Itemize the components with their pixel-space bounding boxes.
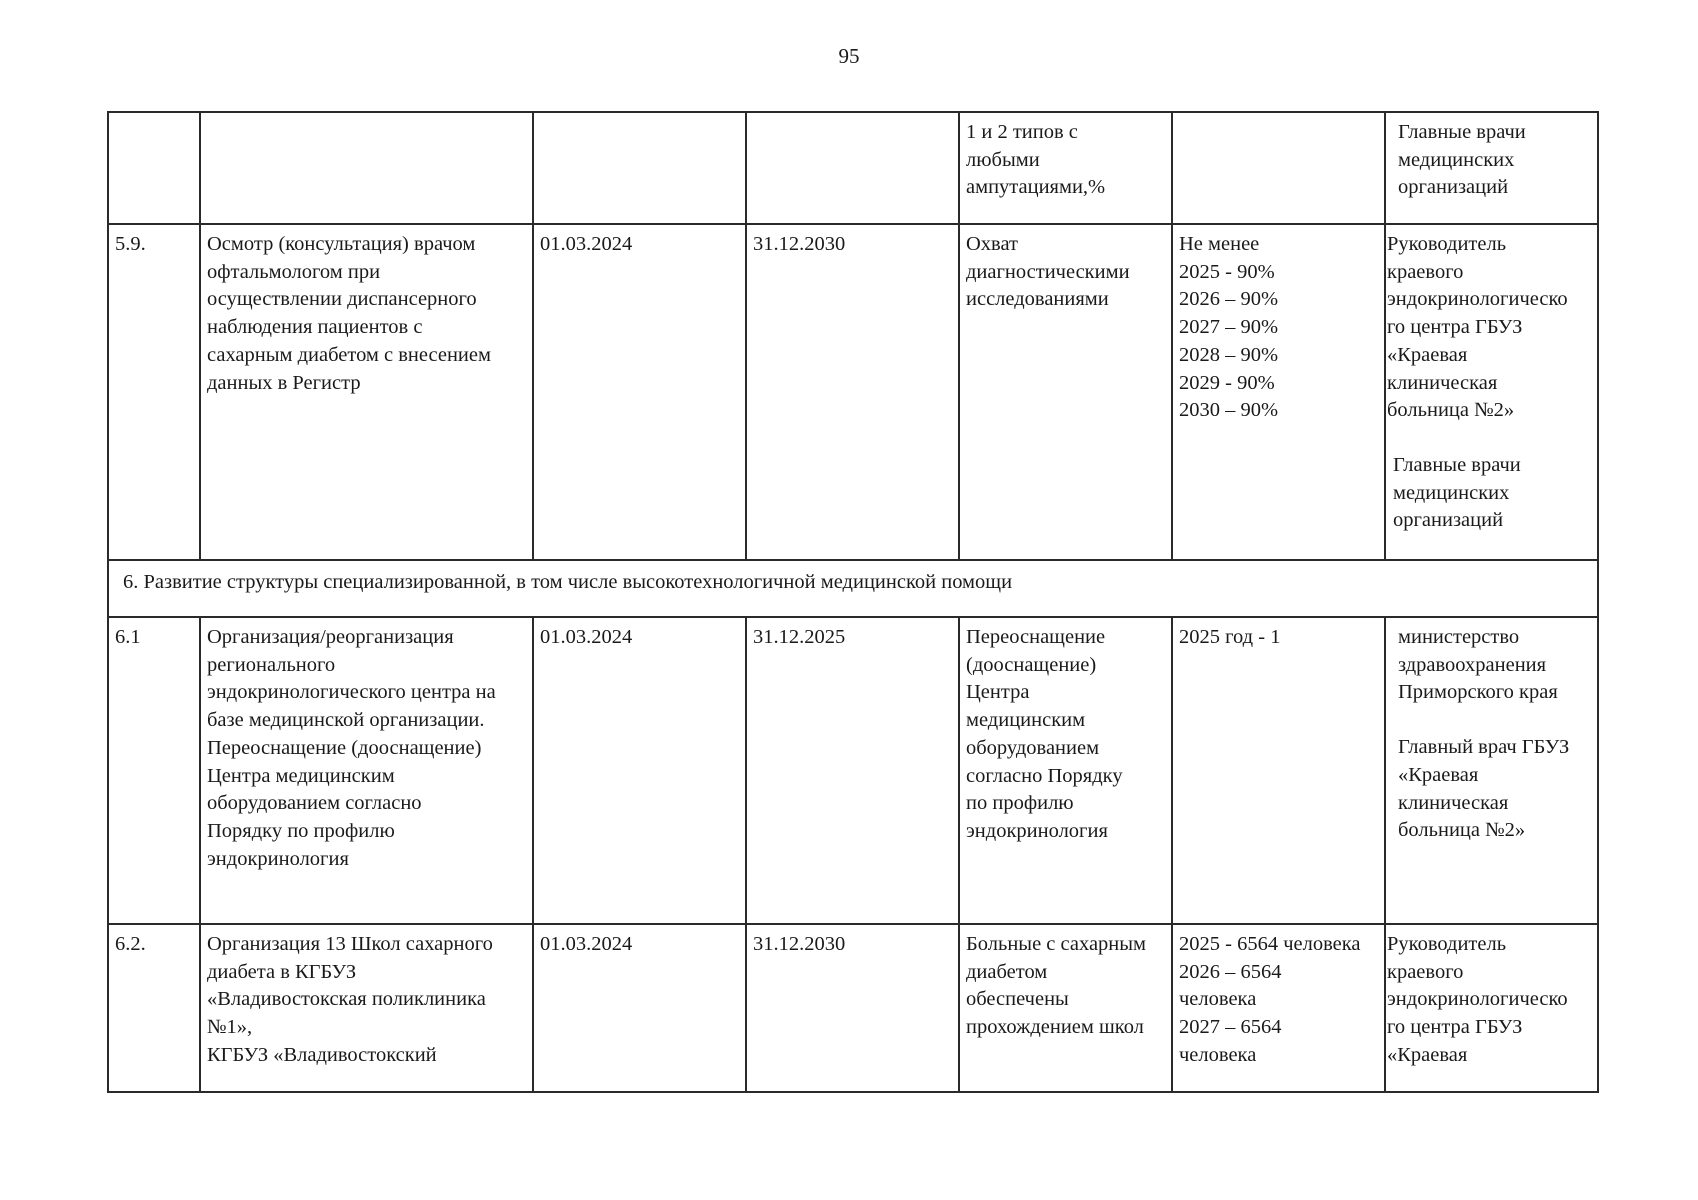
text-line: любыми [966, 148, 1040, 171]
text-line: Главные врачи [1398, 121, 1526, 143]
text-line: «Владивостокская поликлиника [207, 988, 486, 1011]
table-row-5-9 [108, 224, 1598, 560]
text-line: 2028 – 90% [1179, 343, 1279, 366]
activity-name-cell [200, 224, 533, 560]
text-line: КГБУЗ «Владивостокский [207, 1043, 437, 1066]
text-line: базе медицинской организации. [207, 709, 485, 732]
text-line: Приморского края [1398, 681, 1558, 704]
text-line: Организация 13 Школ сахарного [207, 933, 493, 955]
text-line: прохождением школ [966, 1016, 1144, 1039]
text-line: человека [1179, 988, 1257, 1011]
responsible-cell [1385, 617, 1598, 924]
text-line: клиническая [1398, 791, 1509, 814]
text-line: осуществлении диспансерного [207, 288, 477, 311]
text-line: Охват [966, 233, 1018, 255]
start-date-cell: 01.03.2024 [533, 924, 746, 1092]
text-line: обеспечены [966, 988, 1069, 1011]
indicator-cell [959, 224, 1172, 560]
text-line: Переоснащение (дооснащение) [207, 736, 482, 759]
text-line: организаций [1398, 176, 1509, 199]
responsible-cell [1385, 224, 1598, 560]
text-line: организаций [1393, 509, 1504, 532]
text-line: Порядку по профилю [207, 819, 395, 842]
text-line: больница №2» [1398, 819, 1526, 842]
text-line: ампутациями,% [966, 176, 1106, 199]
activity-name-cell [200, 924, 533, 1092]
text-line: медицинским [966, 709, 1086, 732]
text-line: го центра ГБУЗ [1387, 1016, 1523, 1039]
responsible-secondary [1387, 452, 1595, 535]
table-row-continuation [108, 112, 1598, 224]
text-line: больница №2» [1387, 399, 1515, 422]
start-date-cell [533, 112, 746, 224]
responsible-primary [1392, 624, 1595, 707]
row-number-cell: 5.9. [108, 224, 200, 560]
text-line: эндокринологического центра на [207, 681, 496, 704]
text-line: данных в Регистр [207, 371, 361, 394]
text-line: эндокринологическо [1387, 288, 1568, 311]
text-line: Центра медицинским [207, 764, 395, 787]
responsible-cell [1385, 112, 1598, 224]
end-date-cell [746, 112, 959, 224]
target-value-cell [1172, 112, 1385, 224]
text-line: «Краевая [1398, 763, 1479, 786]
text-line: краевого [1387, 260, 1464, 283]
text-line: 2027 – 90% [1179, 316, 1279, 339]
text-line: 2026 – 6564 [1179, 960, 1282, 983]
start-date-cell: 01.03.2024 [533, 617, 746, 924]
text-line: №1», [207, 1016, 253, 1039]
text-line: Центра [966, 681, 1030, 704]
responsible-primary [1387, 231, 1595, 425]
activity-name-cell [200, 112, 533, 224]
target-value-cell [1172, 924, 1385, 1092]
text-line: эндокринология [207, 847, 349, 870]
text-line: 1 и 2 типов с [966, 121, 1078, 143]
text-line: человека [1179, 1043, 1257, 1066]
text-line: 2027 – 6564 [1179, 1016, 1282, 1039]
text-line: Больные с сахарным [966, 933, 1147, 955]
text-line: го центра ГБУЗ [1387, 316, 1523, 339]
text-line: Руководитель [1387, 933, 1507, 955]
text-line: наблюдения пациентов с [207, 316, 423, 339]
text-line: исследованиями [966, 288, 1109, 311]
responsible-cell [1385, 924, 1598, 1092]
text-line: офтальмологом при [207, 260, 381, 283]
text-line: министерство [1398, 626, 1520, 648]
plan-table [107, 111, 1599, 1093]
end-date-cell: 31.12.2030 [746, 224, 959, 560]
text-line: 2025 год - 1 [1179, 626, 1281, 648]
indicator-cell [959, 112, 1172, 224]
text-line: 2030 – 90% [1179, 399, 1279, 422]
section-row-6 [108, 560, 1598, 617]
text-line: 2025 - 6564 человека [1179, 933, 1361, 955]
row-number-cell [108, 112, 200, 224]
text-line: оборудованием согласно [207, 792, 422, 815]
table-row-6-1 [108, 617, 1598, 924]
table-row-6-2 [108, 924, 1598, 1092]
text-line: «Краевая [1387, 1043, 1468, 1066]
text-line: сахарным диабетом с внесением [207, 343, 491, 366]
text-line: оборудованием [966, 736, 1100, 759]
activity-name-cell [200, 617, 533, 924]
text-line: 2029 - 90% [1179, 371, 1275, 394]
text-line: здравоохранения [1398, 653, 1547, 676]
text-line: Главные врачи [1393, 453, 1521, 476]
text-line: 2026 – 90% [1179, 288, 1279, 311]
text-line: по профилю [966, 792, 1074, 815]
text-line: диагностическими [966, 260, 1130, 283]
text-line: Организация/реорганизация [207, 626, 454, 648]
start-date-cell: 01.03.2024 [533, 224, 746, 560]
target-value-cell [1172, 617, 1385, 924]
text-line: «Краевая [1387, 343, 1468, 366]
responsible-secondary [1392, 734, 1595, 845]
text-line: (дооснащение) [966, 653, 1097, 676]
section-title: 6. Развитие структуры специализированной, в том числе высокотехнологичной медицинской помощи [108, 560, 1598, 617]
page-number: 95 [838, 44, 860, 68]
text-line: эндокринология [966, 819, 1108, 842]
text-line: согласно Порядку [966, 764, 1123, 787]
target-value-cell [1172, 224, 1385, 560]
text-line: диабета в КГБУЗ [207, 960, 357, 983]
text-line: эндокринологическо [1387, 988, 1568, 1011]
text-line: Осмотр (консультация) врачом [207, 233, 476, 255]
text-line: диабетом [966, 960, 1048, 983]
end-date-cell: 31.12.2030 [746, 924, 959, 1092]
end-date-cell: 31.12.2025 [746, 617, 959, 924]
text-line: Главный врач ГБУЗ [1398, 736, 1570, 759]
text-line: Переоснащение [966, 626, 1106, 648]
text-line: медицинских [1393, 481, 1510, 504]
row-number-cell: 6.1 [108, 617, 200, 924]
text-line: Руководитель [1387, 233, 1507, 255]
row-number-cell: 6.2. [108, 924, 200, 1092]
text-line: медицинских [1398, 148, 1515, 171]
text-line: краевого [1387, 960, 1464, 983]
indicator-cell [959, 924, 1172, 1092]
indicator-cell [959, 617, 1172, 924]
text-line: регионального [207, 653, 336, 676]
text-line: клиническая [1387, 371, 1498, 394]
text-line: Не менее [1179, 233, 1260, 255]
text-line: 2025 - 90% [1179, 260, 1275, 283]
